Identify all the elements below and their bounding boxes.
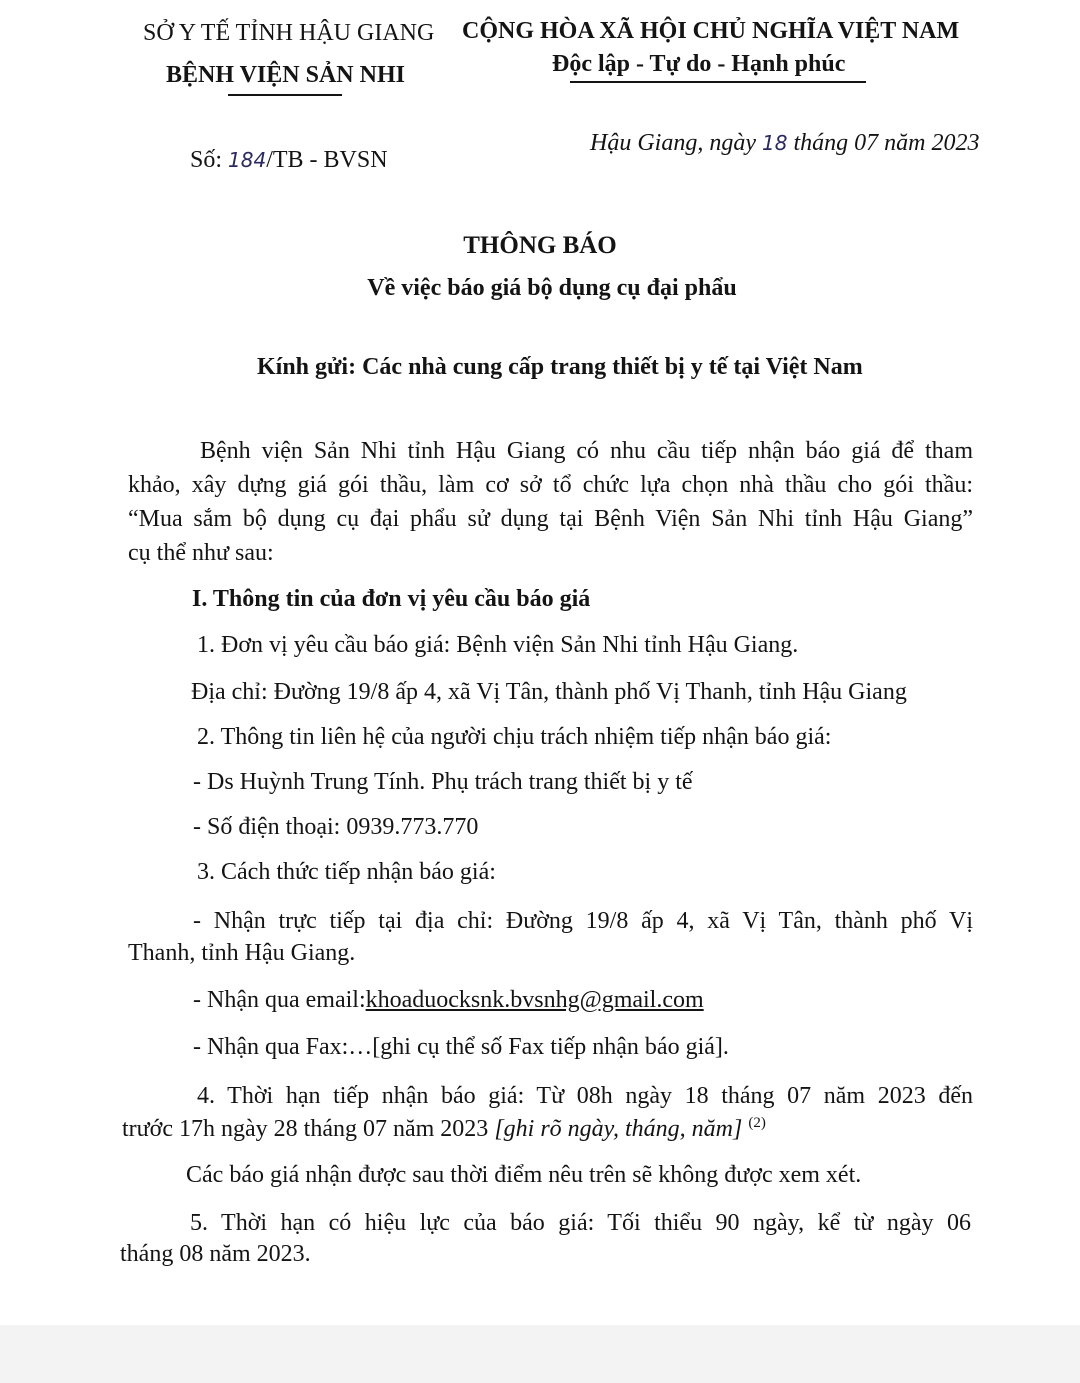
notice-title: THÔNG BÁO	[463, 232, 617, 259]
intro-line-2: khảo, xây dựng giá gói thầu, làm cơ sở tổ chức lựa chọn nhà thầu cho gói thầu:	[128, 472, 973, 498]
intro-line-4: cụ thể như sau:	[128, 540, 274, 566]
notice-subtitle: Về việc báo giá bộ dụng cụ đại phẩu	[367, 275, 737, 301]
national-motto: Độc lập - Tự do - Hạnh phúc	[552, 51, 846, 77]
recipient-line: Kính gửi: Các nhà cung cấp trang thiết bị y tế tại Việt Nam	[257, 354, 863, 380]
fax-line: - Nhận qua Fax:…[ghi cụ thể số Fax tiếp nhận báo giá].	[193, 1034, 729, 1060]
item-4-footnote: (2)	[748, 1115, 766, 1131]
direct-receipt-line-1: - Nhận trực tiếp tại địa chỉ: Đường 19/8 ấp 4, xã Vị Tân, thành phố Vị	[193, 908, 973, 934]
intro-line-1: Bệnh viện Sản Nhi tỉnh Hậu Giang có nhu cầu tiếp nhận báo giá để tham	[200, 438, 973, 464]
email-prefix: - Nhận qua email:	[193, 987, 366, 1013]
item-4-line-1: 4. Thời hạn tiếp nhận báo giá: Từ 08h ngày 18 tháng 07 năm 2023 đến	[197, 1083, 973, 1109]
document-date	[590, 130, 979, 157]
email-link[interactable]: khoaduocksnk.bvsnhg@gmail.com	[365, 987, 704, 1013]
contact-phone: - Số điện thoại: 0939.773.770	[193, 814, 479, 840]
date-prefix: Hậu Giang, ngày	[590, 130, 762, 156]
issuing-authority: SỞ Y TẾ TỈNH HẬU GIANG	[143, 20, 435, 46]
section-heading: I. Thông tin của đơn vị yêu cầu báo giá	[192, 586, 591, 612]
late-note: Các báo giá nhận được sau thời điểm nêu trên sẽ không được xem xét.	[186, 1162, 862, 1188]
issuing-organization: BỆNH VIỆN SẢN NHI	[166, 62, 405, 88]
national-title: CỘNG HÒA XÃ HỘI CHỦ NGHĨA VIỆT NAM	[462, 18, 960, 44]
document-number	[190, 147, 388, 174]
item-4-deadline: trước 17h ngày 28 tháng 07 năm 2023	[122, 1116, 495, 1142]
org-underline	[228, 94, 342, 96]
item-5-line-2: tháng 08 năm 2023.	[120, 1241, 311, 1267]
email-line	[193, 987, 704, 1014]
direct-receipt-line-2: Thanh, tỉnh Hậu Giang.	[128, 940, 356, 966]
handwritten-number: 184	[228, 148, 267, 172]
date-suffix: tháng 07 năm 2023	[787, 130, 980, 156]
contact-name: - Ds Huỳnh Trung Tính. Phụ trách trang thiết bị y tế	[193, 769, 693, 795]
number-prefix: Số:	[190, 147, 229, 173]
item-3: 3. Cách thức tiếp nhận báo giá:	[197, 859, 496, 885]
item-2: 2. Thông tin liên hệ của người chịu trách nhiệm tiếp nhận báo giá:	[197, 724, 832, 750]
handwritten-day: 18	[761, 131, 788, 155]
motto-underline	[570, 81, 866, 83]
intro-line-3: “Mua sắm bộ dụng cụ đại phẩu sử dụng tại Bệnh Viện Sản Nhi tỉnh Hậu Giang”	[128, 506, 973, 532]
item-5-line-1: 5. Thời hạn có hiệu lực của báo giá: Tối thiểu 90 ngày, kể từ ngày 06	[190, 1210, 971, 1236]
item-1: 1. Đơn vị yêu cầu báo giá: Bệnh viện Sản Nhi tỉnh Hậu Giang.	[197, 632, 799, 658]
item-4-line-2	[122, 1115, 766, 1143]
item-4-note: [ghi rõ ngày, tháng, năm]	[494, 1116, 743, 1142]
number-suffix: /TB - BVSN	[266, 147, 388, 173]
address-line: Địa chỉ: Đường 19/8 ấp 4, xã Vị Tân, thành phố Vị Thanh, tỉnh Hậu Giang	[191, 679, 907, 705]
